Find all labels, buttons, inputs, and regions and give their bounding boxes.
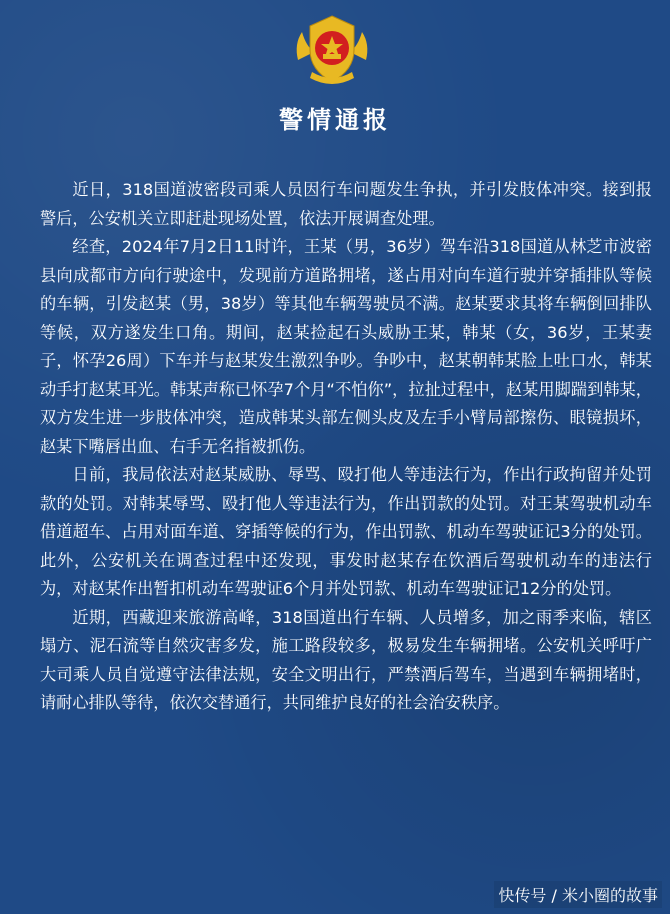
paragraph: 经查，2024年7月2日11时许，王某（男，36岁）驾车沿318国道从林芝市波密县向成都市方向行驶途中，发现前方道路拥堵，遂占用对向车道行驶并穿插排队等候的车辆，引发赵某（男，38岁）等其他车辆驾驶员不满。赵某要求其将车辆倒回排队等候，双方遂发生口角。期间，赵某捡起石头威胁王某，韩某（女，36岁，王某妻子，怀孕26周）下车并与赵某发生激烈争吵。争吵中，赵某朝韩某脸上吐口水，韩某动手打赵某耳光。韩某声称已怀孕7个月“不怕你”，拉扯过程中，赵某用脚踹到韩某，双方发生进一步肢体冲突，造成韩某头部左侧头皮及左手小臂局部擦伤、眼镜损坏，赵某下嘴唇出血、右手无名指被抓伤。 [40, 237, 652, 456]
paragraph: 近期，西藏迎来旅游高峰，318国道出行车辆、人员增多，加之雨季来临，辖区塌方、泥石流等自然灾害多发，施工路段较多，极易发生车辆拥堵。公安机关呼吁广大司乘人员自觉遵守法律法规，安全文明出行，严禁酒后驾车，当遇到车辆拥堵时，请耐心排队等待，依次交替通行，共同维护良好的社会治安秩序。 [40, 607, 652, 712]
page-title: 警情通报 [279, 106, 391, 134]
source-watermark: 快传号 / 米小圈的故事 [494, 881, 662, 908]
bulletin-body [40, 176, 652, 718]
paragraph: 近日，318国道波密段司乘人员因行车问题发生争执，并引发肢体冲突。接到报警后，公安机关立即赶赴现场处置，依法开展调查处理。 [40, 180, 652, 228]
paragraph: 日前，我局依法对赵某威胁、辱骂、殴打他人等违法行为，作出行政拘留并处罚款的处罚。对韩某辱骂、殴打他人等违法行为，作出罚款的处罚。对王某驾驶机动车借道超车、占用对面车道、穿插等候的行为，作出罚款、机动车驾驶证记3分的处罚。此外，公安机关在调查过程中还发现，事发时赵某存在饮酒后驾驶机动车的违法行为，对赵某作出暂扣机动车驾驶证6个月并处罚款、机动车驾驶证记12分的处罚。 [40, 465, 652, 598]
police-emblem-icon [292, 10, 372, 90]
